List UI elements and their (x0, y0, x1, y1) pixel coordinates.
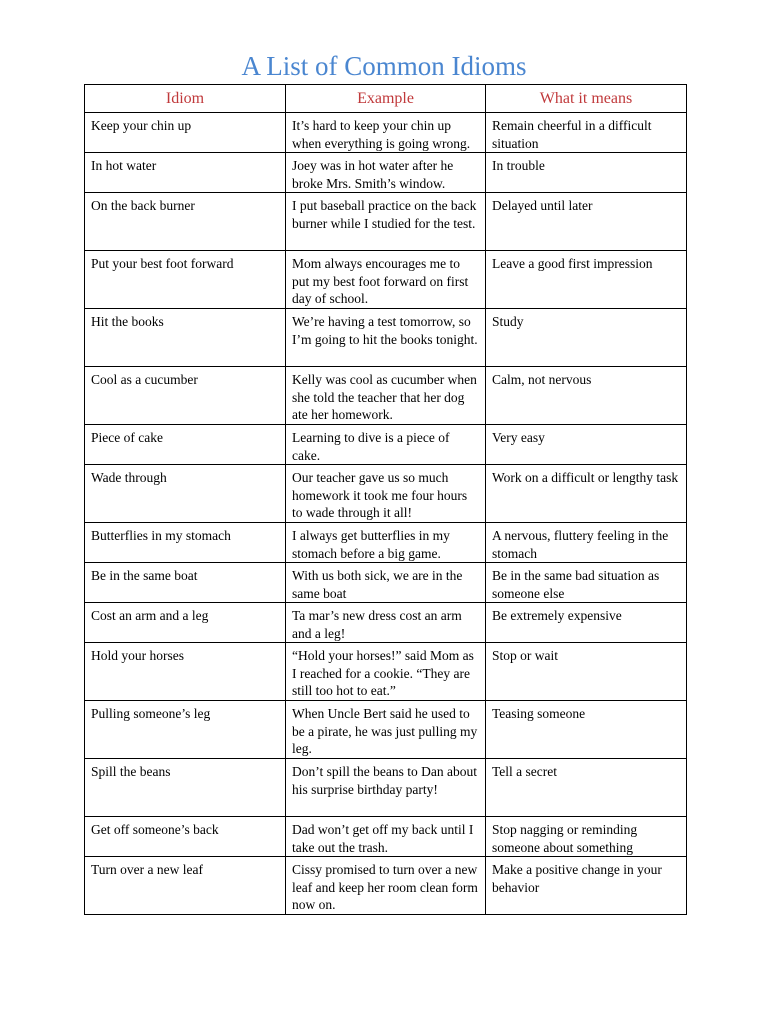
table-row (85, 759, 687, 817)
meaning-cell: Very easy (486, 425, 687, 465)
example-cell: Cissy promised to turn over a new leaf and keep her room clean form now on. (286, 857, 486, 915)
table-row (85, 193, 687, 251)
meaning-cell: In trouble (486, 153, 687, 193)
header-example: Example (286, 85, 486, 113)
meaning-cell: Be in the same bad situation as someone else (486, 563, 687, 603)
example-cell: “Hold your horses!” said Mom as I reached for a cookie. “They are still too hot to eat.” (286, 643, 486, 701)
idiom-cell: Get off someone’s back (85, 817, 286, 857)
meaning-cell: Calm, not nervous (486, 367, 687, 425)
table-header-row (85, 85, 687, 113)
idiom-cell: Hit the books (85, 309, 286, 367)
idiom-cell: Cost an arm and a leg (85, 603, 286, 643)
table-row (85, 701, 687, 759)
meaning-cell: Be extremely expensive (486, 603, 687, 643)
table-row (85, 425, 687, 465)
table-row (85, 817, 687, 857)
table-row (85, 563, 687, 603)
header-meaning: What it means (486, 85, 687, 113)
meaning-cell: Teasing someone (486, 701, 687, 759)
meaning-cell: Stop nagging or reminding someone about something (486, 817, 687, 857)
table-row (85, 465, 687, 523)
example-cell: Don’t spill the beans to Dan about his surprise birthday party! (286, 759, 486, 817)
table-row (85, 309, 687, 367)
table-row (85, 153, 687, 193)
idiom-cell: Turn over a new leaf (85, 857, 286, 915)
example-cell: We’re having a test tomorrow, so I’m going to hit the books tonight. (286, 309, 486, 367)
example-cell: Mom always encourages me to put my best foot forward on first day of school. (286, 251, 486, 309)
table-row (85, 251, 687, 309)
meaning-cell: A nervous, fluttery feeling in the stomach (486, 523, 687, 563)
idiom-cell: Be in the same boat (85, 563, 286, 603)
table-row (85, 367, 687, 425)
example-cell: I always get butterflies in my stomach before a big game. (286, 523, 486, 563)
meaning-cell: Stop or wait (486, 643, 687, 701)
meaning-cell: Tell a secret (486, 759, 687, 817)
example-cell: Ta mar’s new dress cost an arm and a leg! (286, 603, 486, 643)
meaning-cell: Leave a good first impression (486, 251, 687, 309)
meaning-cell: Make a positive change in your behavior (486, 857, 687, 915)
idiom-cell: Put your best foot forward (85, 251, 286, 309)
table-row (85, 523, 687, 563)
table-row (85, 857, 687, 915)
idiom-cell: In hot water (85, 153, 286, 193)
idiom-cell: Spill the beans (85, 759, 286, 817)
table-row (85, 603, 687, 643)
idiom-cell: On the back burner (85, 193, 286, 251)
idiom-cell: Butterflies in my stomach (85, 523, 286, 563)
example-cell: Learning to dive is a piece of cake. (286, 425, 486, 465)
meaning-cell: Remain cheerful in a difficult situation (486, 113, 687, 153)
example-cell: Dad won’t get off my back until I take out the trash. (286, 817, 486, 857)
idiom-cell: Cool as a cucumber (85, 367, 286, 425)
table-row (85, 643, 687, 701)
example-cell: Our teacher gave us so much homework it took me four hours to wade through it all! (286, 465, 486, 523)
example-cell: When Uncle Bert said he used to be a pirate, he was just pulling my leg. (286, 701, 486, 759)
example-cell: Kelly was cool as cucumber when she told the teacher that her dog ate her homework. (286, 367, 486, 425)
example-cell: Joey was in hot water after he broke Mrs. Smith’s window. (286, 153, 486, 193)
table-row (85, 113, 687, 153)
example-cell: With us both sick, we are in the same boat (286, 563, 486, 603)
example-cell: It’s hard to keep your chin up when everything is going wrong. (286, 113, 486, 153)
idiom-cell: Pulling someone’s leg (85, 701, 286, 759)
idiom-cell: Wade through (85, 465, 286, 523)
idiom-cell: Hold your horses (85, 643, 286, 701)
meaning-cell: Delayed until later (486, 193, 687, 251)
meaning-cell: Work on a difficult or lengthy task (486, 465, 687, 523)
meaning-cell: Study (486, 309, 687, 367)
page-title: A List of Common Idioms (241, 51, 527, 81)
idiom-cell: Keep your chin up (85, 113, 286, 153)
header-idiom: Idiom (85, 85, 286, 113)
example-cell: I put baseball practice on the back burner while I studied for the test. (286, 193, 486, 251)
idioms-table (84, 84, 687, 915)
idiom-cell: Piece of cake (85, 425, 286, 465)
